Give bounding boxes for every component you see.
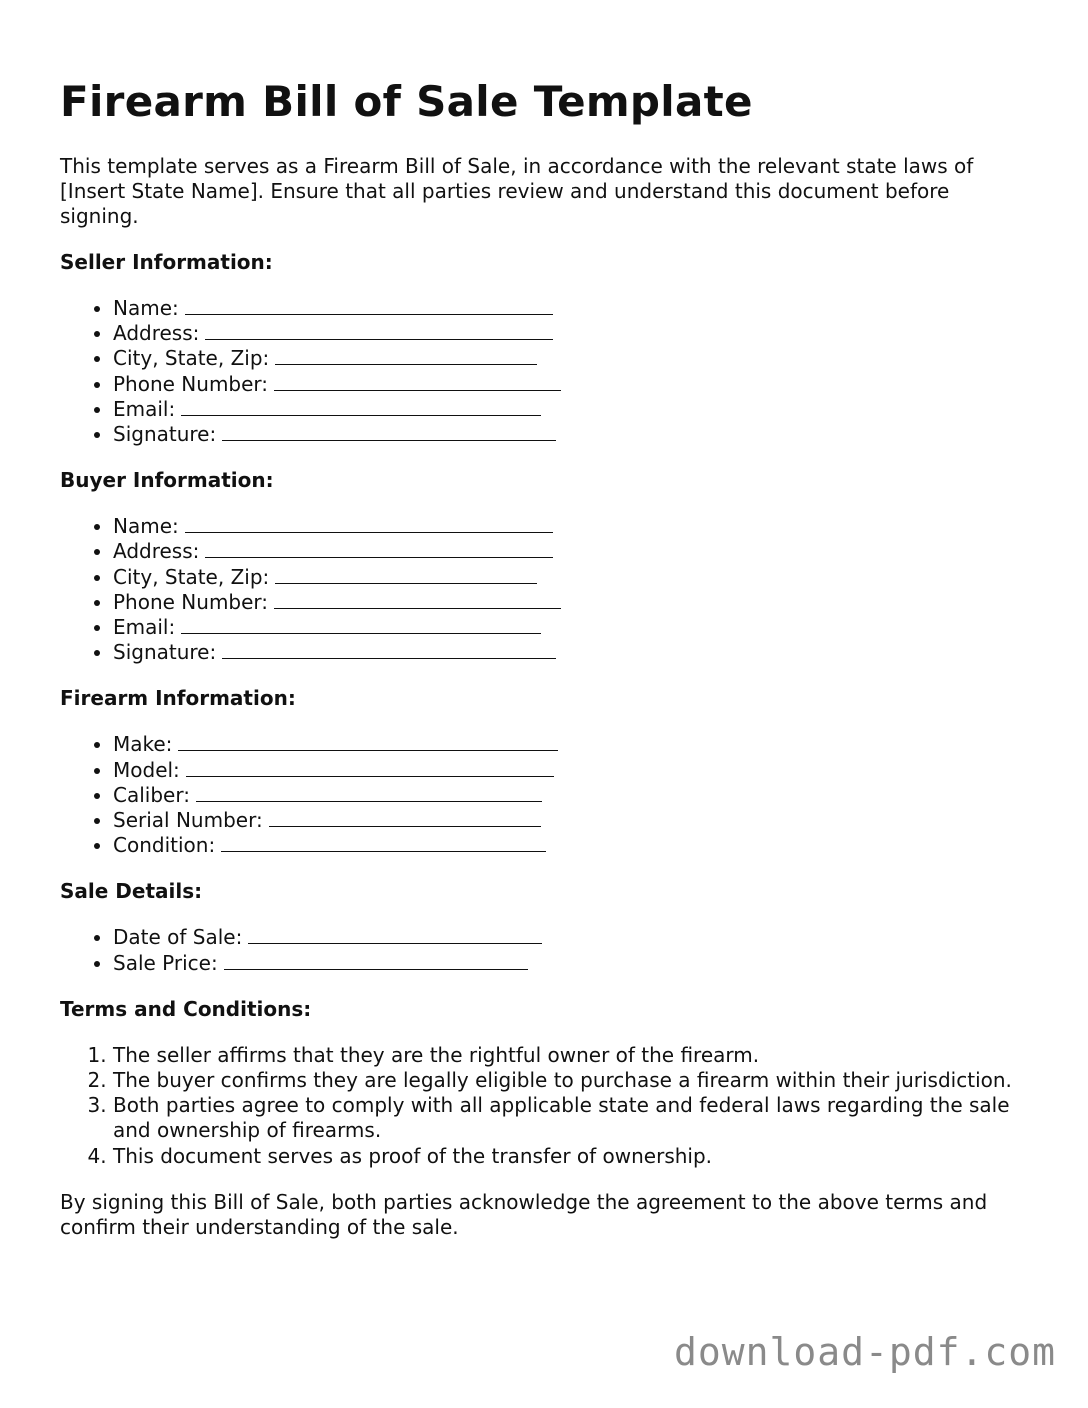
field-label: Name:	[113, 296, 179, 320]
list-item	[113, 372, 1030, 397]
list-item: 3. Both parties agree to comply with all applicable state and federal laws regarding the sale and ownership of firearms.	[113, 1093, 1030, 1143]
terms-list	[60, 1043, 1030, 1169]
list-item	[113, 640, 1030, 665]
buyer-fields-list	[60, 514, 1030, 665]
field-label: Date of Sale:	[113, 925, 243, 950]
list-item	[113, 565, 1030, 590]
signature-line	[178, 732, 558, 751]
list-item	[113, 833, 1030, 858]
field-label: Address:	[113, 539, 200, 564]
list-item: 1. The seller affirms that they are the rightful owner of the firearm.	[113, 1043, 1030, 1068]
document-page	[60, 72, 1030, 1240]
signature-line	[185, 296, 553, 315]
signature-line	[185, 514, 553, 533]
field-label: Name:	[113, 514, 179, 539]
list-item	[113, 808, 1030, 833]
list-item: 2. The buyer confirms they are legally eligible to purchase a firearm within their jurisdiction.	[113, 1068, 1030, 1093]
list-item	[113, 925, 1030, 950]
firearm-fields-list	[60, 732, 1030, 858]
signature-line	[275, 346, 537, 365]
field-label: Signature:	[113, 640, 217, 665]
signature-line	[181, 397, 541, 416]
signature-line	[248, 925, 542, 944]
list-item	[113, 321, 1030, 346]
field-label: Model:	[113, 757, 180, 782]
list-item	[113, 590, 1030, 615]
field-label: Phone Number:	[113, 589, 269, 614]
seller-fields-list	[60, 296, 1030, 447]
field-label: City, State, Zip:	[113, 564, 270, 589]
field-label: Email:	[113, 396, 176, 421]
signature-line	[205, 321, 553, 340]
field-label: Sale Price:	[113, 950, 218, 975]
document-title: Firearm Bill of Sale Template	[60, 77, 753, 126]
list-item	[113, 732, 1030, 757]
sale-heading: Sale Details:	[60, 879, 203, 904]
field-label: Email:	[113, 615, 176, 640]
signature-line	[269, 808, 541, 827]
buyer-heading: Buyer Information:	[60, 468, 274, 493]
field-label: Make:	[113, 732, 173, 757]
field-label: City, State, Zip:	[113, 346, 270, 371]
signature-line	[181, 615, 541, 634]
list-item	[113, 615, 1030, 640]
closing-paragraph: By signing this Bill of Sale, both parties acknowledge the agreement to the above terms and confirm their understanding of the sale.	[60, 1189, 988, 1239]
list-item: 4. This document serves as proof of the transfer of ownership.	[113, 1144, 1030, 1169]
signature-line	[275, 565, 537, 584]
signature-line	[205, 539, 553, 558]
signature-line	[222, 422, 556, 441]
list-item	[113, 346, 1030, 371]
field-label: Caliber:	[113, 782, 190, 807]
list-item	[113, 514, 1030, 539]
signature-line	[274, 372, 561, 391]
list-item	[113, 783, 1030, 808]
sale-fields-list	[60, 925, 1030, 975]
seller-heading: Seller Information:	[60, 250, 273, 274]
signature-line	[186, 758, 554, 777]
signature-line	[224, 951, 528, 970]
intro-paragraph: This template serves as a Firearm Bill of Sale, in accordance with the relevant state laws of [Insert State Name]. Ensure that all parties review and understand this document before signing.	[60, 154, 974, 228]
list-item	[113, 758, 1030, 783]
watermark: download-pdf.com	[673, 1330, 1056, 1374]
field-label: Phone Number:	[113, 371, 269, 396]
firearm-heading: Firearm Information:	[60, 686, 296, 711]
signature-line	[196, 783, 542, 802]
signature-line	[221, 833, 546, 852]
list-item	[113, 397, 1030, 422]
field-label: Serial Number:	[113, 808, 263, 833]
list-item	[113, 539, 1030, 564]
signature-line	[274, 590, 561, 609]
list-item	[113, 422, 1030, 447]
field-label: Address:	[113, 321, 200, 346]
signature-line	[222, 640, 556, 659]
field-label: Signature:	[113, 422, 217, 447]
terms-heading: Terms and Conditions:	[60, 996, 312, 1021]
list-item	[113, 951, 1030, 976]
list-item	[113, 296, 1030, 321]
field-label: Condition:	[113, 833, 216, 858]
